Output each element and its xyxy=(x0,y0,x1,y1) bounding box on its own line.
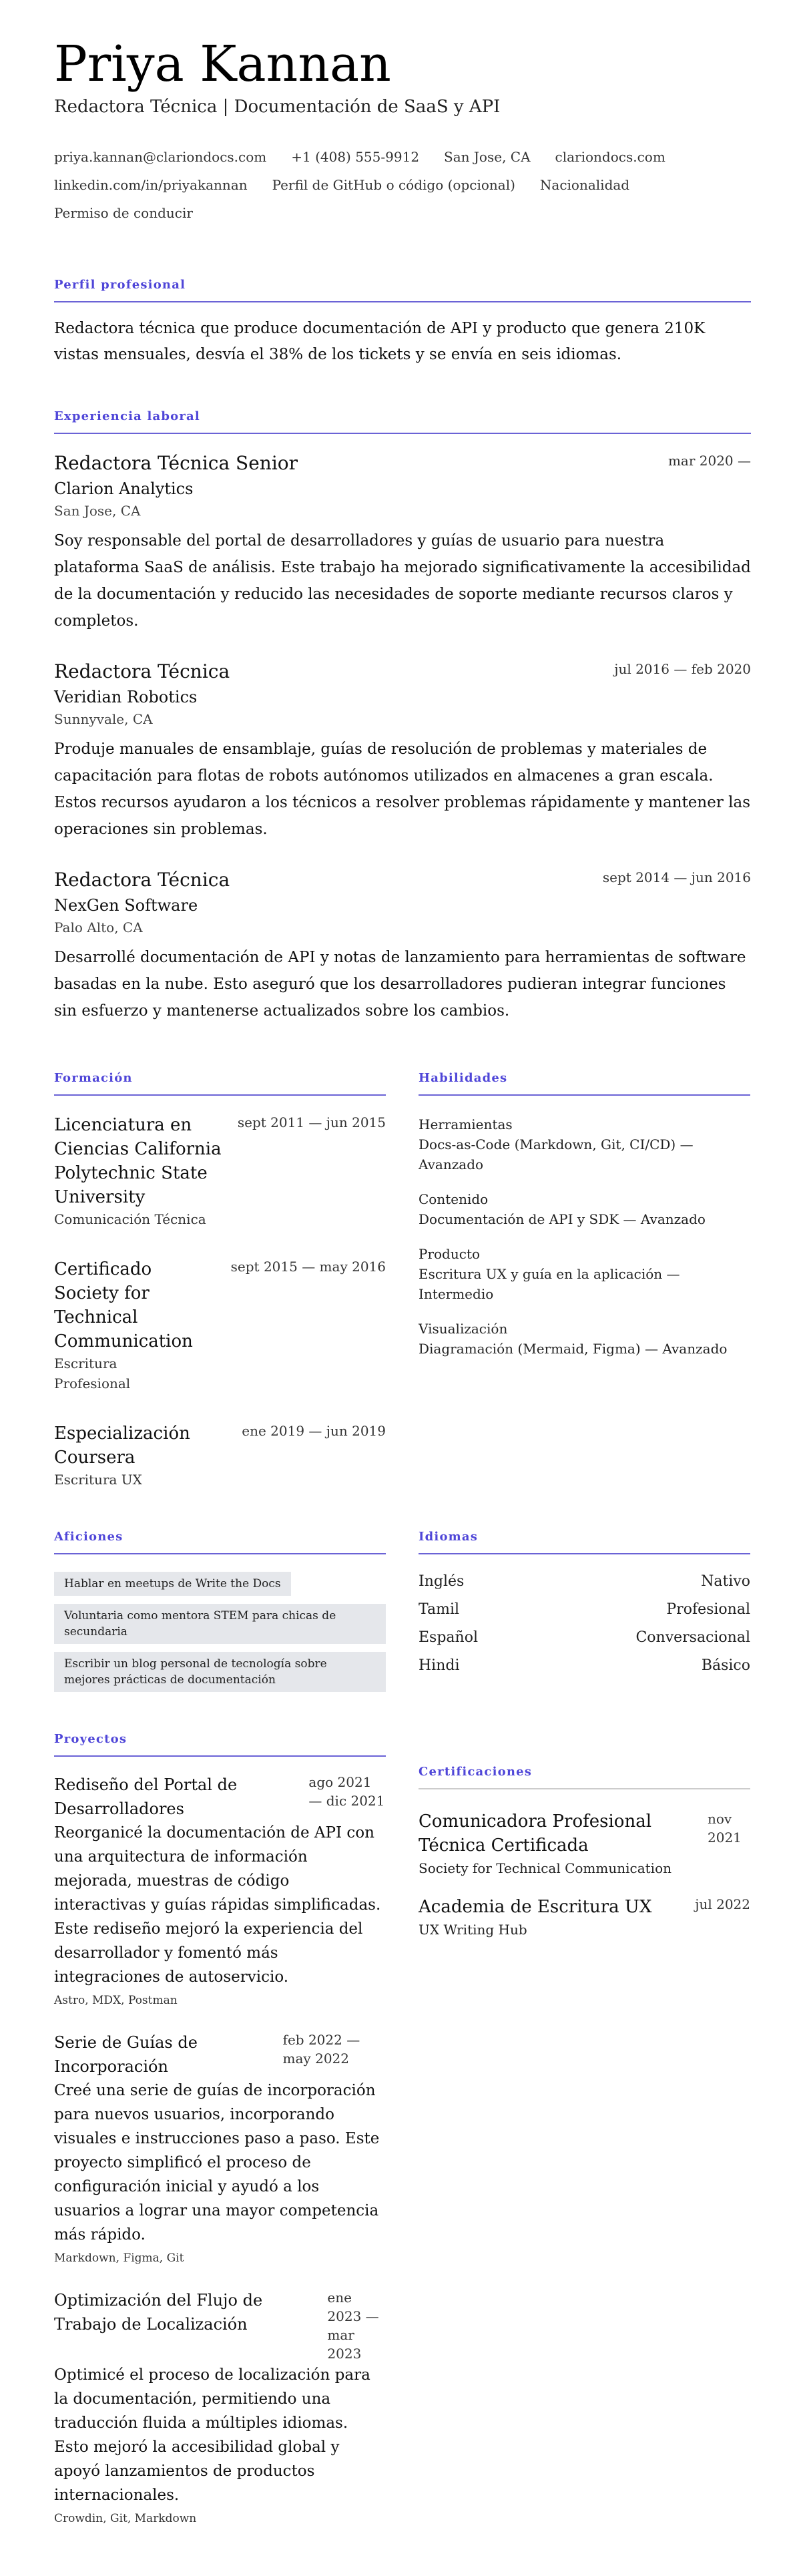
project-date: feb 2022 — may 2022 xyxy=(282,2032,360,2067)
projects-section xyxy=(54,1732,386,2529)
job-company: Clarion Analytics xyxy=(54,479,194,498)
job-company: Veridian Robotics xyxy=(54,688,198,706)
two-column-row xyxy=(54,1071,751,1490)
project-tags: Crowdin, Git, Markdown xyxy=(54,2512,197,2525)
education-title: Certificado Society for Technical Communication xyxy=(54,1259,193,1351)
certifications-section xyxy=(419,1765,750,2529)
skill-group xyxy=(419,1189,750,1229)
job-title: Redactora Técnica Senior xyxy=(54,452,298,474)
project-description: Optimicé el proceso de localización para la documentación, permitiendo una traducción fluida a múltiples idiomas. Esto mejoró la accesibilidad global y apoyó lanzamientos de productos internacionales. xyxy=(54,2366,370,2504)
section-heading: Aficiones xyxy=(54,1530,386,1554)
project-description: Reorganicé la documentación de API con una arquitectura de información mejorada, muestras de código interactivas y guías rápidas simplificadas. Este rediseño mejoró la experiencia del desarrollador y fomentó más integraciones de autoservicio. xyxy=(54,1824,381,1986)
education-field: Comunicación Técnica xyxy=(54,1211,206,1227)
job-title: Redactora Técnica xyxy=(54,660,230,682)
skill-items: Docs-as-Code (Markdown, Git, CI/CD) — Avanzado xyxy=(419,1136,694,1172)
skill-items: Escritura UX y guía en la aplicación — Intermedio xyxy=(419,1266,680,1302)
certification-issuer: Society for Technical Communication xyxy=(419,1860,672,1876)
certification-issuer: UX Writing Hub xyxy=(419,1922,527,1938)
contact-website[interactable]: clariondocs.com xyxy=(555,149,665,165)
certification-entry xyxy=(419,1809,750,1879)
contact-nationality: Nacionalidad xyxy=(539,177,630,193)
section-heading: Idiomas xyxy=(419,1530,750,1554)
project-description: Creé una serie de guías de incorporación para nuevos usuarios, incorporando visuales e instrucciones paso a paso. Este proyecto simplificó el proceso de configuración inicial y ayudó a los usuarios a lograr una mayor competencia más rápido. xyxy=(54,2082,380,2243)
project-date: ago 2021 — dic 2021 xyxy=(308,1774,385,1809)
hobby-chip: Escribir un blog personal de tecnología sobre mejores prácticas de documentación xyxy=(54,1652,386,1692)
job-company: NexGen Software xyxy=(54,896,198,915)
job-description: Soy responsable del portal de desarrolladores y guías de usuario para nuestra plataforma SaaS de análisis. Este trabajo ha mejorado significativamente la accesibilidad de la documentación y reducido las necesidades de soporte mediante recursos claros y completos. xyxy=(54,532,751,630)
language-level: Básico xyxy=(701,1657,750,1674)
skill-items: Documentación de API y SDK — Avanzado xyxy=(419,1211,706,1227)
language-level: Nativo xyxy=(701,1573,750,1590)
hobby-chip: Voluntaria como mentora STEM para chicas de secundaria xyxy=(54,1604,386,1644)
section-heading: Certificaciones xyxy=(419,1765,750,1789)
candidate-title: Redactora Técnica | Documentación de SaaS y API xyxy=(54,97,501,117)
project-entry xyxy=(54,2030,386,2268)
job-date: jul 2016 — feb 2020 xyxy=(614,661,751,677)
hobbies-section xyxy=(54,1530,386,1692)
language-name: Inglés xyxy=(419,1573,465,1590)
contact-license: Permiso de conducir xyxy=(54,205,193,221)
summary-section xyxy=(54,278,751,368)
project-date: ene 2023 — mar 2023 xyxy=(327,2290,379,2362)
education-entry xyxy=(54,1113,386,1229)
experience-section xyxy=(54,409,751,1024)
certification-title: Comunicadora Profesional Técnica Certificada xyxy=(419,1811,652,1856)
project-entry xyxy=(54,1773,386,2010)
project-entry xyxy=(54,2288,386,2529)
education-section xyxy=(54,1071,386,1490)
section-heading: Formación xyxy=(54,1071,386,1096)
language-row xyxy=(419,1568,750,1596)
education-date: sept 2011 — jun 2015 xyxy=(237,1114,386,1130)
skill-group xyxy=(419,1319,750,1359)
job-entry xyxy=(54,451,751,634)
education-field: Escritura UX xyxy=(54,1472,142,1488)
education-field: Escritura Profesional xyxy=(54,1355,131,1391)
project-title: Serie de Guías de Incorporación xyxy=(54,2033,198,2076)
project-title: Optimización del Flujo de Trabajo de Localización xyxy=(54,2291,263,2334)
skill-category: Contenido xyxy=(419,1191,489,1207)
project-tags: Markdown, Figma, Git xyxy=(54,2251,184,2265)
job-location: Sunnyvale, CA xyxy=(54,711,153,727)
contact-github[interactable]: Perfil de GitHub o código (opcional) xyxy=(272,177,515,193)
certification-date: jul 2022 xyxy=(695,1896,750,1912)
job-description: Produje manuales de ensamblaje, guías de resolución de problemas y materiales de capacitación para flotas de robots autónomos utilizados en almacenes a gran escala. Estos recursos ayudaron a los técnicos a resolver problemas rápidamente y mantener las operaciones sin problemas. xyxy=(54,740,751,838)
contact-email[interactable]: priya.kannan@clariondocs.com xyxy=(54,149,267,165)
certification-entry xyxy=(419,1895,750,1940)
skill-category: Herramientas xyxy=(419,1116,513,1132)
job-description: Desarrollé documentación de API y notas de lanzamiento para herramientas de software basadas en la nube. Esto aseguró que los desarrolladores pudieran integrar funciones sin esfuerzo y mantenerse actualizados sobre los cambios. xyxy=(54,949,746,1020)
education-date: sept 2015 — may 2016 xyxy=(230,1259,386,1275)
job-title: Redactora Técnica xyxy=(54,869,230,891)
section-heading: Habilidades xyxy=(419,1071,750,1096)
contact-phone[interactable]: +1 (408) 555-9912 xyxy=(291,149,420,165)
education-date: ene 2019 — jun 2019 xyxy=(242,1423,386,1439)
language-row xyxy=(419,1624,750,1652)
candidate-name: Priya Kannan xyxy=(54,35,391,93)
education-entry xyxy=(54,1422,386,1490)
language-list xyxy=(419,1568,750,1680)
section-heading: Perfil profesional xyxy=(54,278,751,302)
contact-linkedin[interactable]: linkedin.com/in/priyakannan xyxy=(54,177,248,193)
contact-location: San Jose, CA xyxy=(444,149,531,165)
language-level: Profesional xyxy=(666,1601,750,1618)
language-name: Hindi xyxy=(419,1657,460,1674)
job-entry xyxy=(54,868,751,1024)
two-column-row xyxy=(54,1530,751,1692)
resume-header xyxy=(54,35,751,227)
job-date: mar 2020 — xyxy=(668,453,751,469)
job-location: Palo Alto, CA xyxy=(54,919,143,935)
job-entry xyxy=(54,660,751,843)
certification-title: Academia de Escritura UX xyxy=(419,1897,652,1917)
certification-date: nov 2021 xyxy=(708,1811,742,1846)
summary-text: Redactora técnica que produce documentación de API y producto que genera 210K vistas mensuales, desvía el 38% de los tickets y se envía en seis idiomas. xyxy=(54,320,706,363)
education-title: Especialización Coursera xyxy=(54,1424,190,1468)
languages-section xyxy=(419,1530,750,1692)
skill-group xyxy=(419,1244,750,1304)
language-level: Conversacional xyxy=(635,1629,750,1646)
skills-section xyxy=(419,1071,750,1490)
skill-category: Producto xyxy=(419,1246,481,1262)
skill-items: Diagramación (Mermaid, Figma) — Avanzado xyxy=(419,1341,728,1357)
education-title: Licenciatura en Ciencias California Polytechnic State University xyxy=(54,1115,222,1207)
job-location: San Jose, CA xyxy=(54,503,141,519)
section-heading: Proyectos xyxy=(54,1732,386,1757)
two-column-row xyxy=(54,1732,751,2529)
contact-list xyxy=(54,143,751,227)
skill-group xyxy=(419,1114,750,1174)
hobby-chip: Hablar en meetups de Write the Docs xyxy=(54,1572,291,1596)
language-row xyxy=(419,1596,750,1624)
language-name: Español xyxy=(419,1629,478,1646)
project-title: Rediseño del Portal de Desarrolladores xyxy=(54,1775,238,1818)
project-tags: Astro, MDX, Postman xyxy=(54,1994,178,2007)
skill-category: Visualización xyxy=(419,1321,508,1337)
section-heading: Experiencia laboral xyxy=(54,409,751,434)
language-row xyxy=(419,1652,750,1680)
education-entry xyxy=(54,1257,386,1393)
hobby-list xyxy=(54,1572,386,1692)
language-name: Tamil xyxy=(419,1601,460,1618)
job-date: sept 2014 — jun 2016 xyxy=(602,869,751,885)
